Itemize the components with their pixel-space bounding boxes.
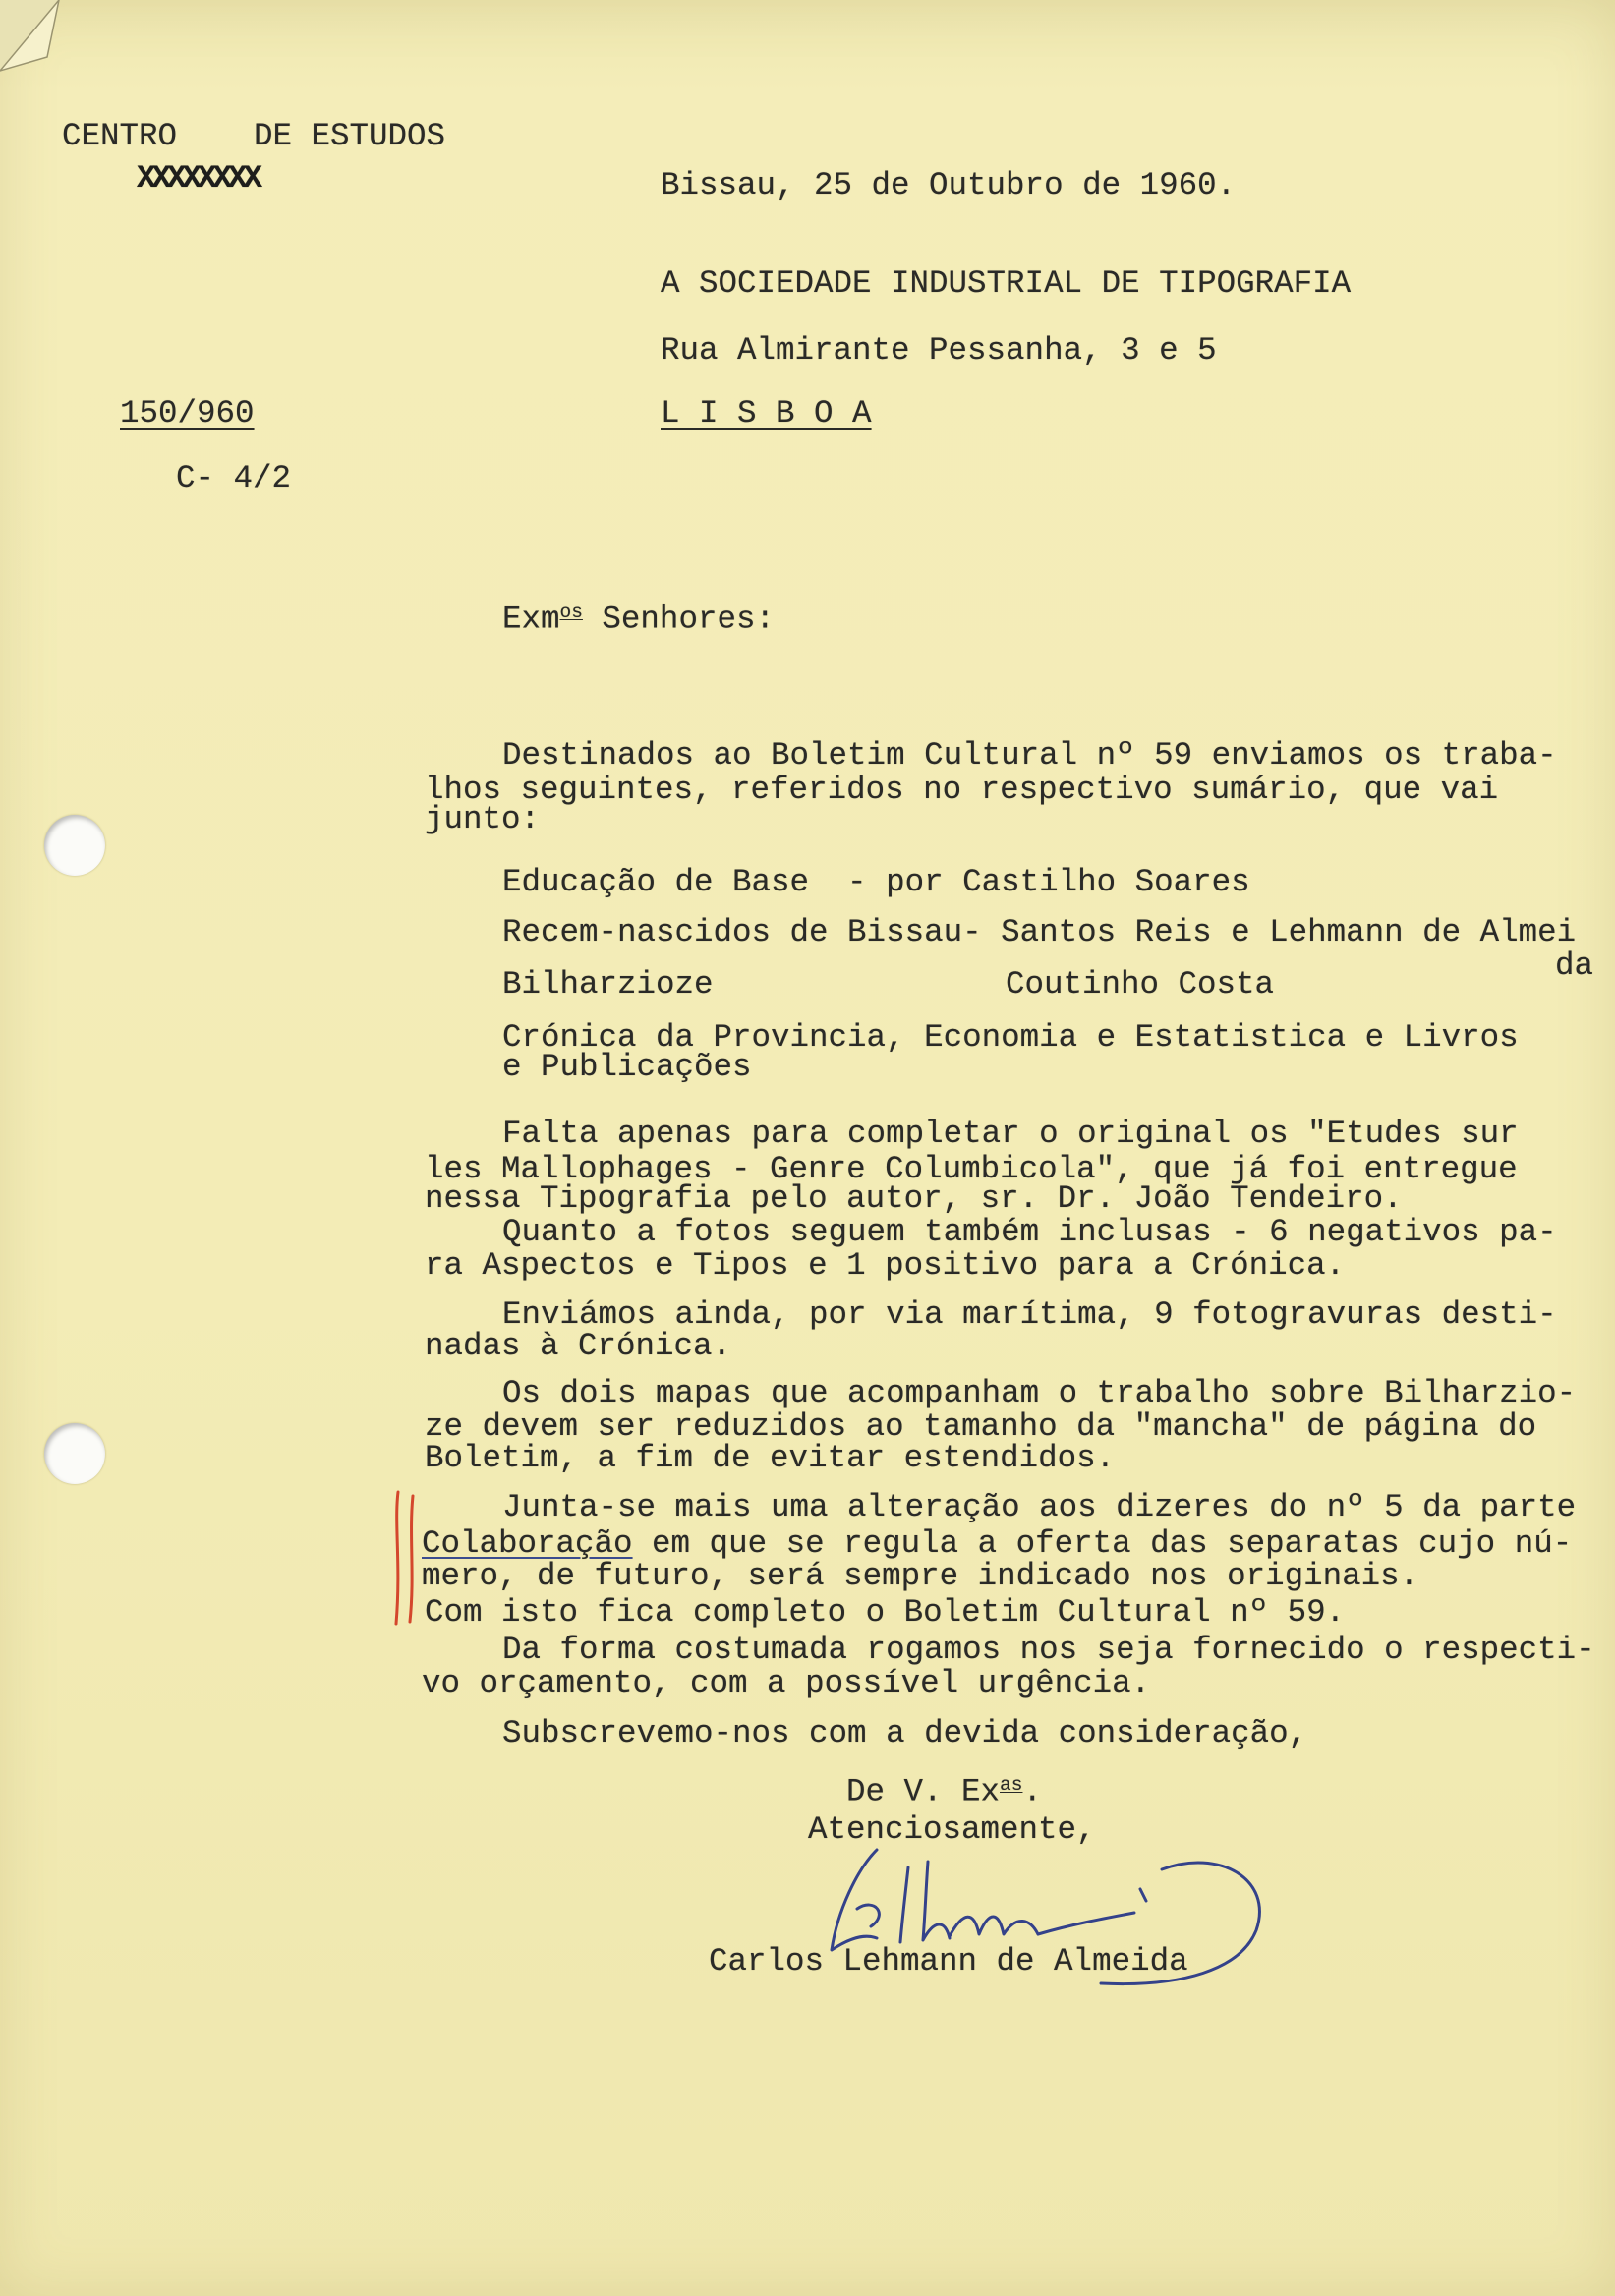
body-line: nessa Tipografia pelo autor, sr. Dr. João Tendeiro. bbox=[425, 1180, 1403, 1217]
work-item: Recem-nascidos de Bissau- Santos Reis e Lehmann de Almei bbox=[502, 914, 1577, 950]
body-line: lhos seguintes, referidos no respectivo sumário, que vai bbox=[425, 772, 1499, 808]
body-line: les Mallophages - Genre Columbicola", que já foi entregue bbox=[425, 1151, 1518, 1187]
body-line: Com isto fica completo o Boletim Cultural nº 59. bbox=[425, 1594, 1346, 1631]
body-line: junto: bbox=[425, 801, 541, 837]
body-line: Os dois mapas que acompanham o trabalho sobre Bilharzio- bbox=[502, 1375, 1577, 1411]
courtesy-lead: De V. Ex bbox=[846, 1773, 1001, 1810]
punch-hole-bottom bbox=[44, 1423, 105, 1484]
salutation bbox=[502, 603, 775, 636]
work-item-continuation: e Publicações bbox=[502, 1049, 752, 1085]
recipient-address: Rua Almirante Pessanha, 3 e 5 bbox=[661, 332, 1217, 369]
body-line: Quanto a fotos seguem também inclusas - 6 negativos pa- bbox=[502, 1214, 1557, 1250]
work-item: Educação de Base - por Castilho Soares bbox=[502, 864, 1250, 900]
body-line: ze devem ser reduzidos ao tamanho da "mancha" de página do bbox=[425, 1408, 1537, 1445]
body-line: nadas à Crónica. bbox=[425, 1328, 732, 1364]
valediction: Atenciosamente, bbox=[808, 1811, 1096, 1848]
courtesy-line bbox=[846, 1773, 1042, 1810]
body-line: Boletim, a fim de evitar estendidos. bbox=[425, 1440, 1116, 1476]
dog-ear-fold bbox=[0, 0, 69, 79]
body-line: Subscrevemo-nos com a devida consideração, bbox=[502, 1715, 1308, 1751]
body-line: vo orçamento, com a possível urgência. bbox=[422, 1665, 1151, 1701]
underlined-word: Colaboração bbox=[422, 1525, 633, 1562]
body-line-rest: em que se regula a oferta das separatas cujo nú- bbox=[632, 1525, 1573, 1562]
salutation-lead: Exm bbox=[502, 601, 560, 638]
body-line: Da forma costumada rogamos nos seja fornecido o respecti- bbox=[502, 1632, 1595, 1668]
body-line: Junta-se mais uma alteração aos dizeres do nº 5 da parte bbox=[502, 1489, 1577, 1525]
date-line: Bissau, 25 de Outubro de 1960. bbox=[661, 167, 1237, 203]
work-item-author: Coutinho Costa bbox=[1006, 966, 1275, 1003]
reference-number: 150/960 bbox=[120, 395, 255, 431]
recipient-name: A SOCIEDADE INDUSTRIAL DE TIPOGRAFIA bbox=[661, 265, 1352, 302]
body-line: Falta apenas para completar o original os "Etudes sur bbox=[502, 1116, 1519, 1152]
salutation-superscript: os bbox=[559, 602, 583, 623]
courtesy-superscript: as bbox=[1000, 1774, 1023, 1796]
struck-out-text: XXXXXXXX bbox=[137, 160, 260, 197]
work-item-title: Bilharzioze bbox=[502, 966, 714, 1003]
institution-name: CENTRO DE ESTUDOS bbox=[62, 118, 446, 154]
recipient-city: L I S B O A bbox=[661, 395, 872, 431]
work-item: Crónica da Provincia, Economia e Estatistica e Livros bbox=[502, 1019, 1519, 1056]
body-line bbox=[422, 1525, 1573, 1562]
body-line: Enviámos ainda, por via marítima, 9 fotogravuras desti- bbox=[502, 1296, 1557, 1333]
salutation-tail: Senhores: bbox=[582, 601, 775, 638]
punch-hole-top bbox=[44, 815, 105, 876]
work-item-continuation: da bbox=[1555, 947, 1594, 984]
file-code: C- 4/2 bbox=[176, 460, 292, 496]
body-line: Destinados ao Boletim Cultural nº 59 enviamos os traba- bbox=[502, 737, 1557, 774]
signatory-name: Carlos Lehmann de Almeida bbox=[709, 1943, 1188, 1980]
body-line: mero, de futuro, será sempre indicado nos originais. bbox=[422, 1558, 1419, 1594]
courtesy-tail: . bbox=[1022, 1773, 1042, 1810]
body-line: ra Aspectos e Tipos e 1 positivo para a Crónica. bbox=[425, 1247, 1346, 1284]
